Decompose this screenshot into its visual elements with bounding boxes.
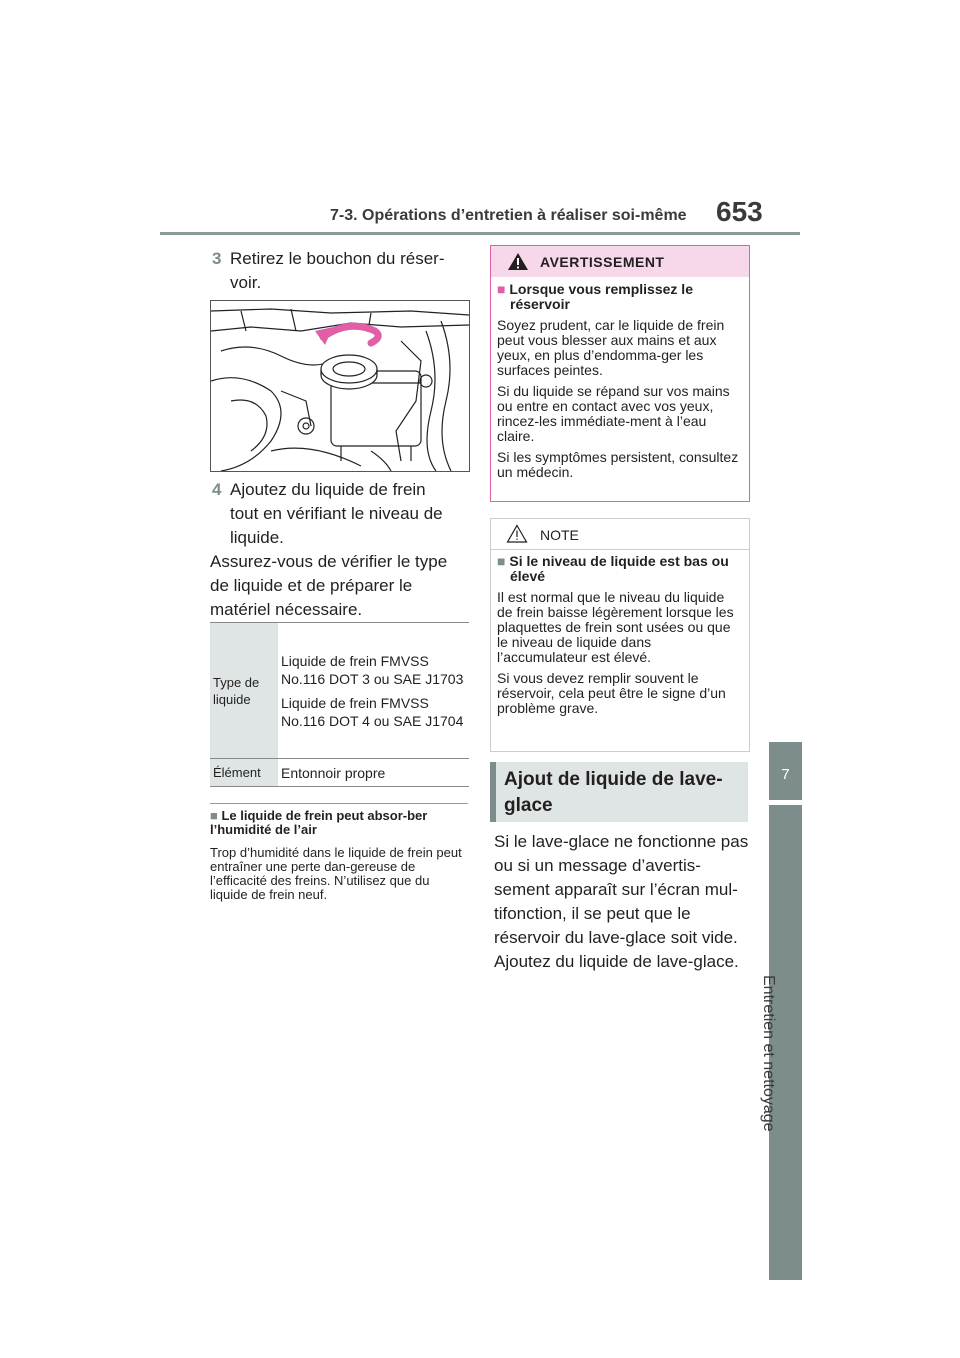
square-bullet-icon: ■ [210, 808, 218, 823]
warning-content [497, 282, 741, 480]
table-row [210, 623, 469, 759]
square-bullet-icon: ■ [497, 281, 506, 297]
warning-paragraph-2: Si du liquide se répand sur vos mains ou entre en contact avec vos yeux, rincez-les immédiate-ment à l’eau claire. [497, 383, 730, 444]
warning-title: AVERTISSEMENT [540, 254, 665, 270]
warning-triangle-icon [507, 252, 529, 276]
caution-triangle-outline-icon [506, 524, 528, 548]
divider [210, 803, 468, 804]
step-4-line-2: tout en vérifiant le niveau de [230, 504, 443, 523]
warning-heading: ■ Lorsque vous remplissez le réservoir [497, 281, 693, 312]
section-body: Si le lave-glace ne fonctionne pas ou si un message d’avertis-sement apparaît sur l’écran mul-tifonction, il se peut que le réservoir du lave-glace soit vide. Ajoutez du liquide de lave-glace. [494, 832, 749, 971]
table-label-cell: Élément [210, 759, 278, 787]
page-number: 653 [716, 196, 763, 227]
table-row [210, 759, 469, 787]
note-title: NOTE [540, 527, 579, 543]
chapter-title: Entretien et nettoyage [760, 975, 777, 1132]
running-header: 7-3. Opérations d’entretien à réaliser soi-même [330, 207, 687, 224]
step-4-number: 4 [212, 480, 222, 499]
header-rule [160, 232, 800, 235]
brake-reservoir-illustration [210, 300, 470, 472]
step-3-number: 3 [212, 249, 222, 268]
fluid-option-2: Liquide de frein FMVSS No.116 DOT 4 ou SAE J1704 [281, 694, 464, 729]
note-body: Trop d’humidité dans le liquide de frein peut entraîner une perte dan-gereuse de l’efficacité des freins. N’utilisez que du liquide de frein neuf. [210, 845, 462, 902]
warning-paragraph-3: Si les symptômes persistent, consultez un médecin. [497, 449, 739, 480]
note-paragraph-1: Il est normal que le niveau du liquide de frein baisse légèrement lorsque les plaquettes de frein sont usées ou que le niveau de liquide dans l’accumulateur est élevé. [497, 589, 734, 665]
step-4 [212, 478, 470, 550]
warning-paragraph-1: Soyez prudent, car le liquide de frein peut vous blesser aux mains et aux yeux, en plus d’endomma-ger les surfaces peintes. [497, 317, 725, 378]
instruction-paragraph: Assurez-vous de vérifier le type de liquide et de préparer le matériel nécessaire. [210, 552, 448, 619]
note-content [497, 554, 741, 716]
table-value-cell [278, 623, 469, 759]
section-heading-bar [490, 762, 496, 822]
note-heading: ■ Le liquide de frein peut absor-ber l’humidité de l’air [210, 808, 428, 837]
square-bullet-icon: ■ [497, 553, 506, 569]
step-3-line-1: Retirez le bouchon du réser- [230, 249, 445, 268]
chapter-number: 7 [781, 766, 790, 783]
step-3 [212, 247, 470, 295]
note-header-divider [491, 549, 749, 550]
fluid-table [210, 622, 469, 787]
step-3-line-2: voir. [230, 273, 262, 292]
table-value-cell: Entonnoir propre [278, 759, 469, 787]
table-label-cell: Type de liquide [210, 623, 278, 759]
section-title: Ajout de liquide de lave-glace [504, 769, 723, 816]
note-paragraph-2: Si vous devez remplir souvent le réservoir, cela peut être le signe d’un problème grave. [497, 670, 726, 716]
step-4-line-1: Ajoutez du liquide de frein [230, 480, 426, 499]
step-4-line-3: liquide. [230, 528, 284, 547]
fluid-option-1: Liquide de frein FMVSS No.116 DOT 3 ou SAE J1703 [281, 652, 464, 687]
note-box-heading: ■ Si le niveau de liquide est bas ou élevé [497, 553, 729, 584]
